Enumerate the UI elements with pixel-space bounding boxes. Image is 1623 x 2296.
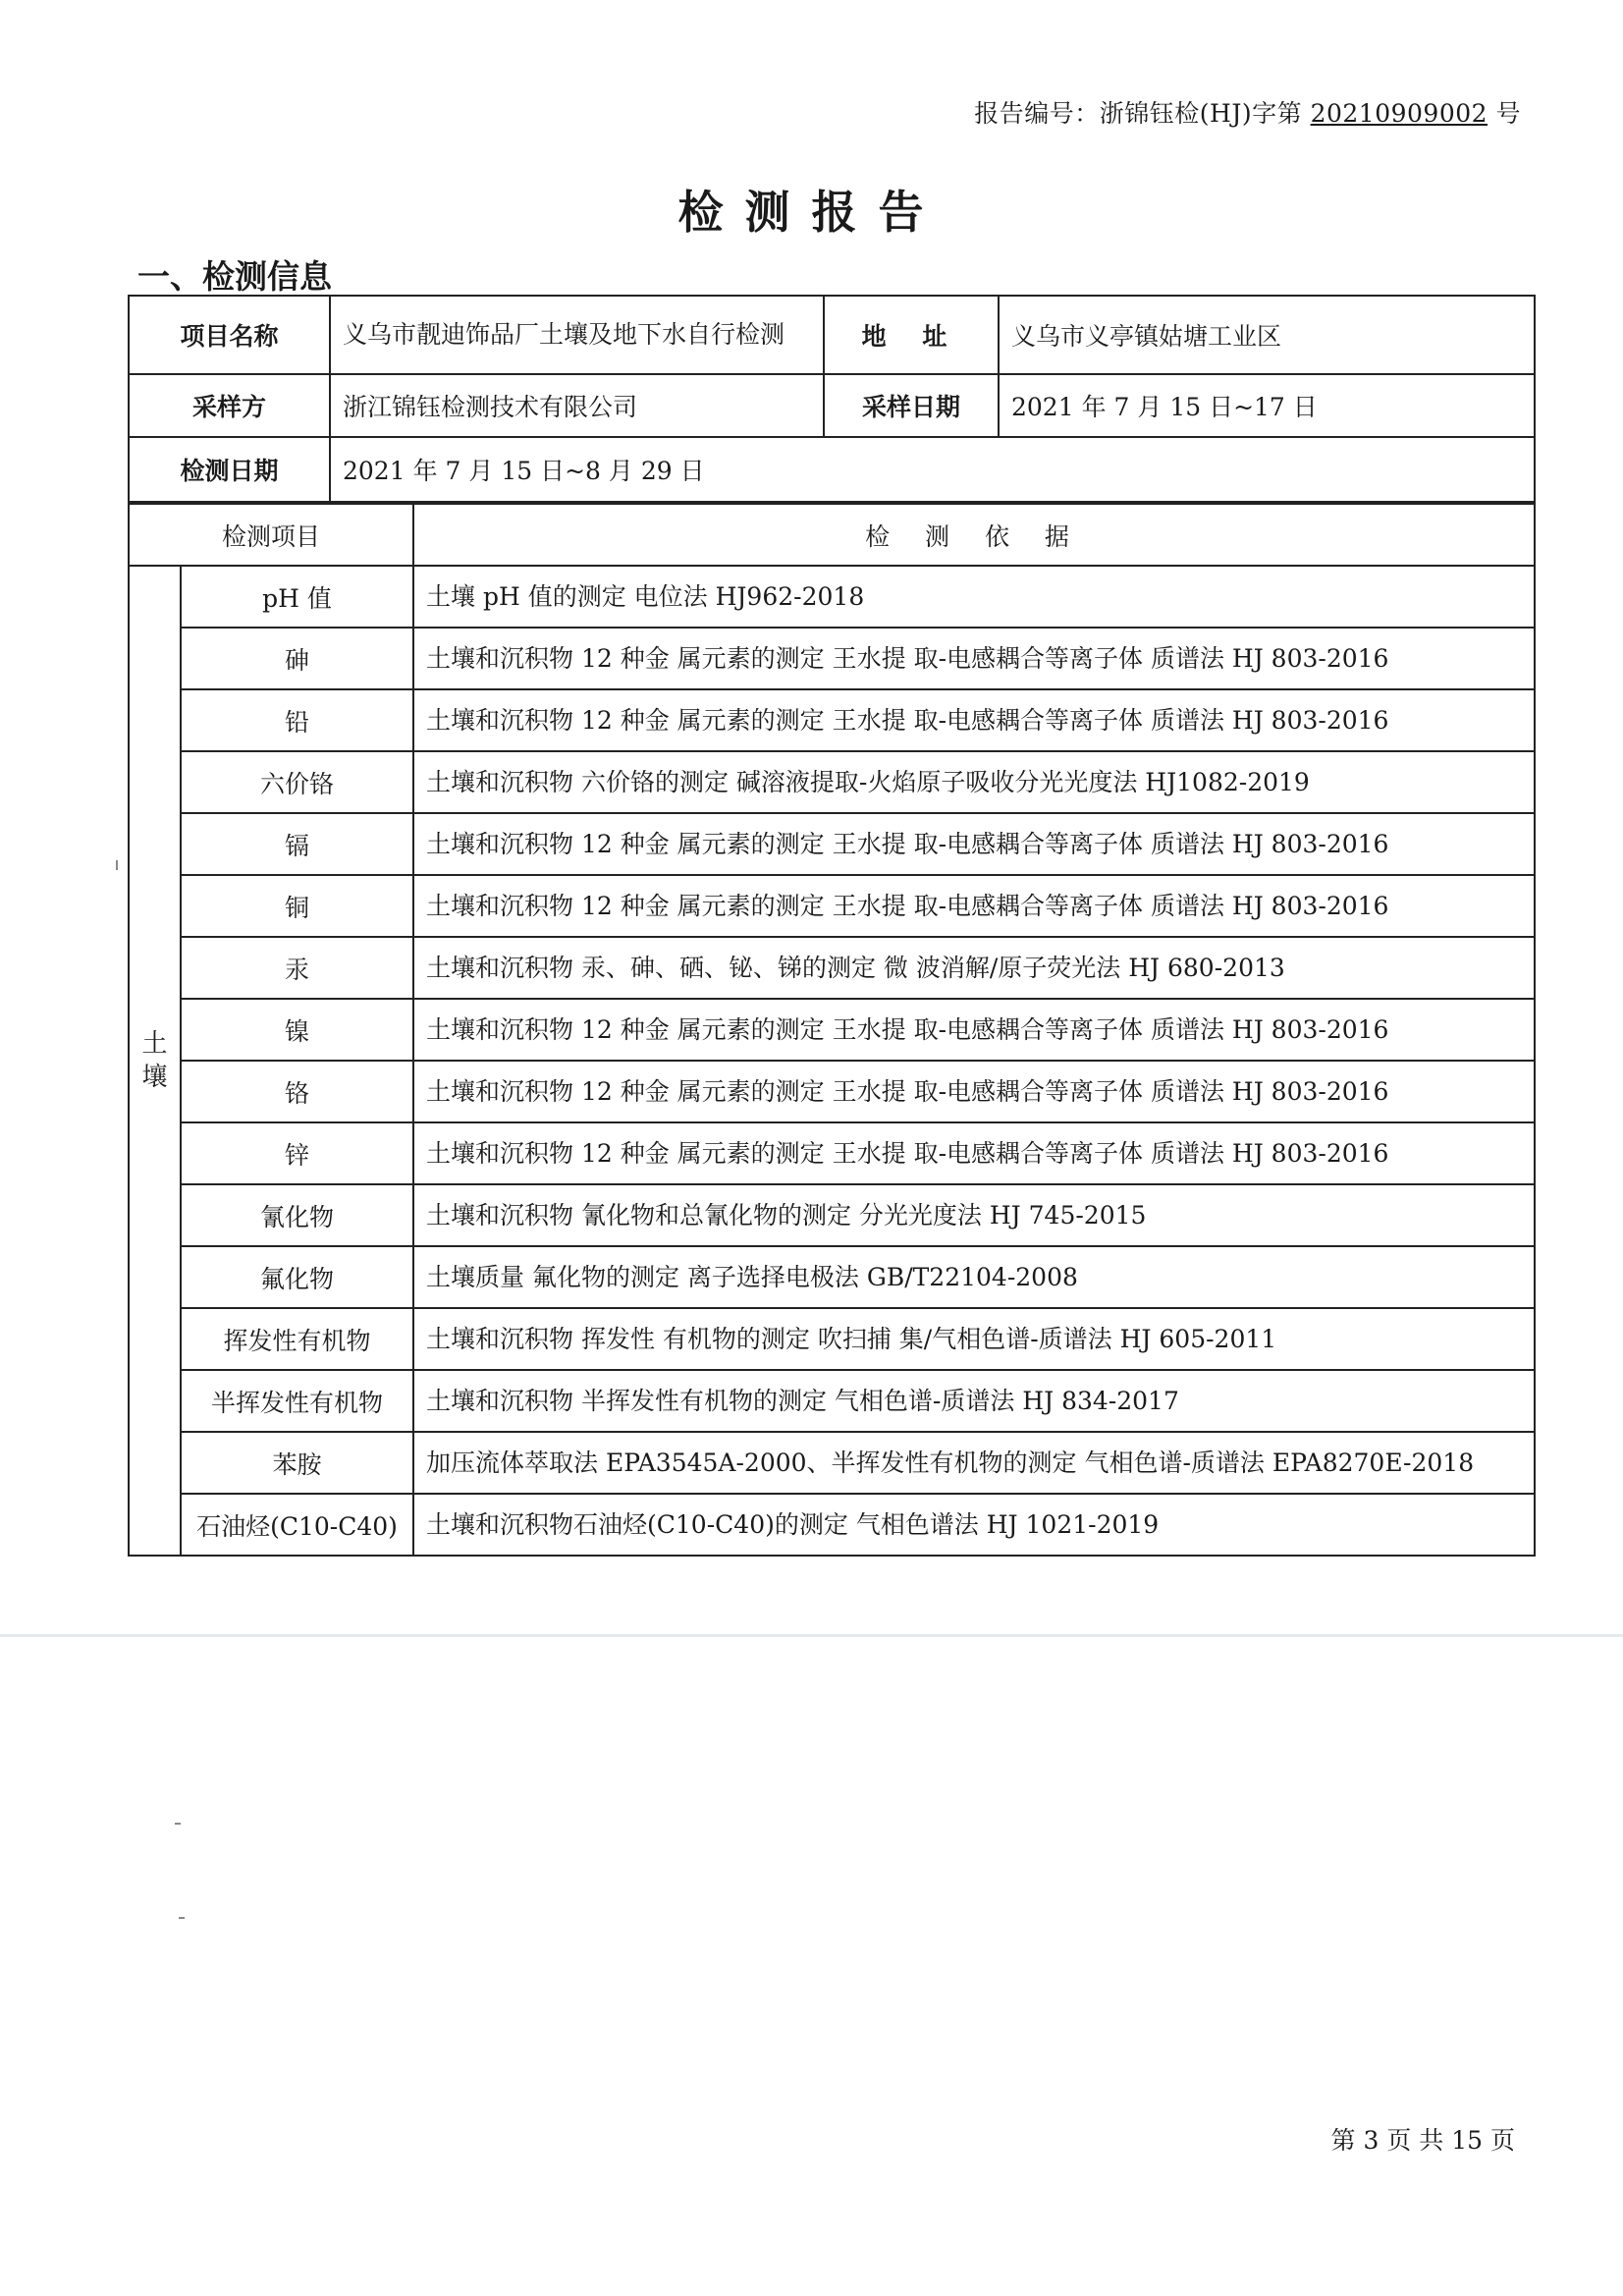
project-value: 义乌市靓迪饰品厂土壤及地下水自行检测 xyxy=(330,296,824,374)
method-basis: 土壤质量 氟化物的测定 离子选择电极法 GB/T22104-2008 xyxy=(413,1246,1535,1308)
address-label xyxy=(824,296,999,374)
method-item: 六价铬 xyxy=(181,751,413,813)
method-basis: 土壤和沉积物 挥发性 有机物的测定 吹扫捕 集/气相色谱-质谱法 HJ 605-2011 xyxy=(413,1308,1535,1370)
method-basis: 土壤和沉积物 12 种金 属元素的测定 王水提 取-电感耦合等离子体 质谱法 HJ 803-2016 xyxy=(413,875,1535,937)
method-basis: 土壤和沉积物 汞、砷、硒、铋、锑的测定 微 波消解/原子荧光法 HJ 680-2013 xyxy=(413,937,1535,999)
method-basis: 土壤和沉积物 氰化物和总氰化物的测定 分光光度法 HJ 745-2015 xyxy=(413,1184,1535,1246)
method-item: 砷 xyxy=(181,628,413,689)
method-row xyxy=(129,1494,1535,1556)
sampler-label: 采样方 xyxy=(129,374,330,437)
sampler-value: 浙江锦钰检测技术有限公司 xyxy=(330,374,824,437)
method-row xyxy=(129,751,1535,813)
test-date-value: 2021 年 7 月 15 日~8 月 29 日 xyxy=(330,437,1535,502)
method-item: 半挥发性有机物 xyxy=(181,1370,413,1432)
method-item: 石油烃(C10-C40) xyxy=(181,1494,413,1556)
scan-line xyxy=(0,1634,1623,1637)
method-basis: 土壤和沉积物 12 种金 属元素的测定 王水提 取-电感耦合等离子体 质谱法 HJ 803-2016 xyxy=(413,689,1535,751)
page-title: 检测报告 xyxy=(677,186,946,239)
method-row xyxy=(129,813,1535,875)
address-value: 义乌市义亭镇姑塘工业区 xyxy=(999,296,1535,374)
method-item: pH 值 xyxy=(181,566,413,628)
method-basis: 土壤 pH 值的测定 电位法 HJ962-2018 xyxy=(413,566,1535,628)
method-row xyxy=(129,1370,1535,1432)
method-item: 挥发性有机物 xyxy=(181,1308,413,1370)
method-item: 苯胺 xyxy=(181,1432,413,1494)
method-basis: 土壤和沉积物 12 种金 属元素的测定 王水提 取-电感耦合等离子体 质谱法 HJ 803-2016 xyxy=(413,1061,1535,1122)
method-basis: 土壤和沉积物 12 种金 属元素的测定 王水提 取-电感耦合等离子体 质谱法 HJ 803-2016 xyxy=(413,813,1535,875)
method-basis: 土壤和沉积物 12 种金 属元素的测定 王水提 取-电感耦合等离子体 质谱法 HJ 803-2016 xyxy=(413,999,1535,1061)
page-number: 第 3 页 共 15 页 xyxy=(1330,2126,1515,2155)
method-item: 镍 xyxy=(181,999,413,1061)
section-title: 一、检测信息 xyxy=(137,257,332,296)
method-item: 铬 xyxy=(181,1061,413,1122)
method-basis: 加压流体萃取法 EPA3545A-2000、半挥发性有机物的测定 气相色谱-质谱法 EPA8270E-2018 xyxy=(413,1432,1535,1494)
method-row xyxy=(129,689,1535,751)
method-row xyxy=(129,1061,1535,1122)
info-table xyxy=(128,295,1536,503)
method-basis: 土壤和沉积物 六价铬的测定 碱溶液提取-火焰原子吸收分光光度法 HJ1082-2019 xyxy=(413,751,1535,813)
method-row xyxy=(129,875,1535,937)
category-cell: 土 壤 xyxy=(129,566,181,1556)
method-basis: 土壤和沉积物石油烃(C10-C40)的测定 气相色谱法 HJ 1021-2019 xyxy=(413,1494,1535,1556)
report-number-suffix: 号 xyxy=(1488,99,1521,128)
report-number-prefix: 报告编号：浙锦钰检(HJ)字第 xyxy=(974,99,1311,128)
item-header: 检测项目 xyxy=(129,504,413,566)
report-number xyxy=(974,94,1521,130)
scan-speck xyxy=(175,1823,181,1825)
basis-header: 检 测 依 据 xyxy=(413,504,1535,566)
method-item: 铜 xyxy=(181,875,413,937)
method-row xyxy=(129,999,1535,1061)
test-date-label: 检测日期 xyxy=(129,437,330,502)
method-basis: 土壤和沉积物 12 种金 属元素的测定 王水提 取-电感耦合等离子体 质谱法 HJ 803-2016 xyxy=(413,1122,1535,1184)
method-basis: 土壤和沉积物 12 种金 属元素的测定 王水提 取-电感耦合等离子体 质谱法 HJ 803-2016 xyxy=(413,628,1535,689)
method-row xyxy=(129,628,1535,689)
method-item: 氟化物 xyxy=(181,1246,413,1308)
sample-date-value: 2021 年 7 月 15 日~17 日 xyxy=(999,374,1535,437)
scan-speck xyxy=(116,860,118,870)
method-item: 汞 xyxy=(181,937,413,999)
sample-date-label: 采样日期 xyxy=(824,374,999,437)
project-label: 项目名称 xyxy=(129,296,330,374)
method-row xyxy=(129,566,1535,628)
method-row xyxy=(129,1308,1535,1370)
method-row xyxy=(129,1246,1535,1308)
report-number-value: 20210909002 xyxy=(1310,99,1488,128)
method-row xyxy=(129,1122,1535,1184)
method-basis: 土壤和沉积物 半挥发性有机物的测定 气相色谱-质谱法 HJ 834-2017 xyxy=(413,1370,1535,1432)
method-item: 锌 xyxy=(181,1122,413,1184)
method-item: 氰化物 xyxy=(181,1184,413,1246)
method-row xyxy=(129,1184,1535,1246)
method-row xyxy=(129,1432,1535,1494)
address-label-text: 地 址 xyxy=(861,322,961,351)
methods-table xyxy=(128,503,1536,1557)
method-row xyxy=(129,937,1535,999)
method-item: 镉 xyxy=(181,813,413,875)
scan-speck xyxy=(179,1917,185,1919)
method-item: 铅 xyxy=(181,689,413,751)
